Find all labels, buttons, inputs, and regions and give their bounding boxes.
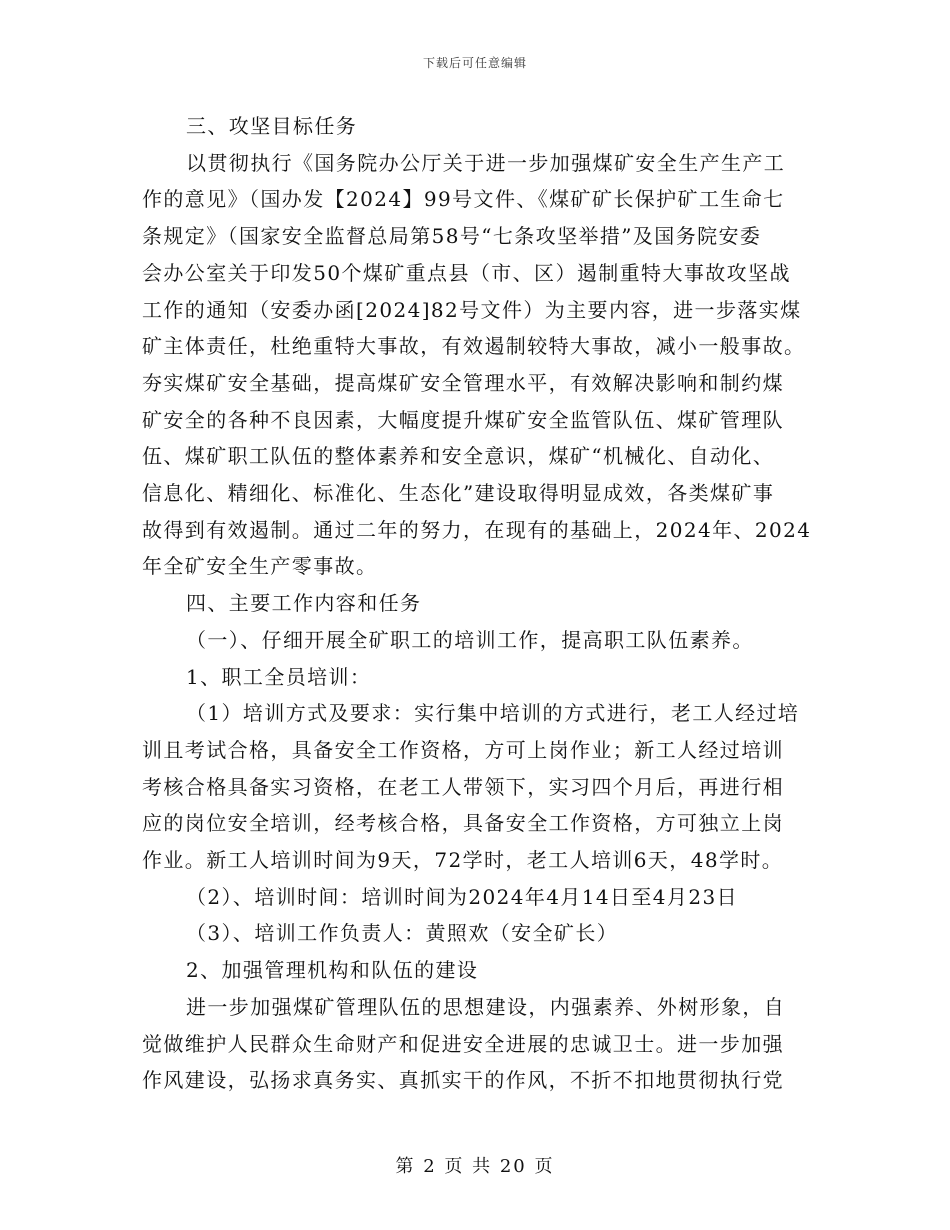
item-heading: 2、加强管理机构和队伍的建设 [186,958,479,983]
section-heading: 三、攻坚目标任务 [186,114,358,138]
subsection-heading: （一）、仔细开展全矿职工的培训工作，提高职工队伍素养。 [186,627,754,652]
paragraph-line: 夯实煤矿安全基础，提高煤矿安全管理水平，有效解决影响和制约煤 [142,370,784,395]
paragraph-line: （2）、培训时间：培训时间为2024年4月14日至4月23日 [186,884,738,909]
page-number: 第 2 页 共 20 页 [395,1156,555,1177]
paragraph-line: 年全矿安全生产零事故。 [142,554,378,579]
paragraph-line: 以贯彻执行《国务院办公厅关于进一步加强煤矿安全生产生产工 [186,150,786,175]
paragraph-line: 作的意见》（国办发【2024】99号文件、《煤矿矿长保护矿工生命七 [142,187,785,212]
page-header-note: 下载后可任意编辑 [422,56,527,70]
paragraph-line: 故得到有效遏制。通过二年的努力，在现有的基础上，2024年、2024 [142,517,812,542]
paragraph-line: 矿安全的各种不良因素，大幅度提升煤矿安全监管队伍、煤矿管理队 [142,407,784,432]
paragraph-line: 进一步加强煤矿管理队伍的思想建设，内强素养、外树形象，自 [186,994,786,1019]
paragraph-line: 矿主体责任，杜绝重特大事故，有效遏制较特大事故，减小一般事故。 [142,334,806,359]
paragraph-line: 伍、煤矿职工队伍的整体素养和安全意识，煤矿“机械化、自动化、 [142,444,775,469]
paragraph-line: 信息化、精细化、标准化、生态化”建设取得明显成效，各类煤矿事 [142,481,775,506]
paragraph-line: 考核合格具备实习资格，在老工人带领下，实习四个月后，再进行相 [142,774,784,799]
paragraph-line: 工作的通知（安委办函[2024]82号文件）为主要内容，进一步落实煤 [142,297,802,322]
paragraph-line: 应的岗位安全培训，经考核合格，具备安全工作资格，方可独立上岗 [142,811,784,836]
item-heading: 1、职工全员培训： [186,664,372,689]
paragraph-line: 觉做维护人民群众生命财产和促进安全进展的忠诚卫士。进一步加强 [142,1031,784,1056]
paragraph-line: （3）、培训工作负责人：黄照欢（安全矿长） [186,921,619,946]
section-heading: 四、主要工作内容和任务 [186,591,422,616]
paragraph-line: 会办公室关于印发50个煤矿重点县（市、区）遏制重特大事故攻坚战 [142,260,791,285]
paragraph-line: 作业。新工人培训时间为9天，72学时，老工人培训6天，48学时。 [142,848,784,873]
document-body [142,108,812,1099]
paragraph-line: （1）培训方式及要求：实行集中培训的方式进行，老工人经过培 [186,701,800,726]
paragraph-line: 训且考试合格，具备安全工作资格，方可上岗作业；新工人经过培训 [142,737,784,762]
paragraph-line: 作风建设，弘扬求真务实、真抓实干的作风，不折不扣地贯彻执行党 [142,1068,784,1093]
paragraph-line: 条规定》（国家安全监督总局第58号“七条攻坚举措”及国务院安委 [142,224,762,249]
